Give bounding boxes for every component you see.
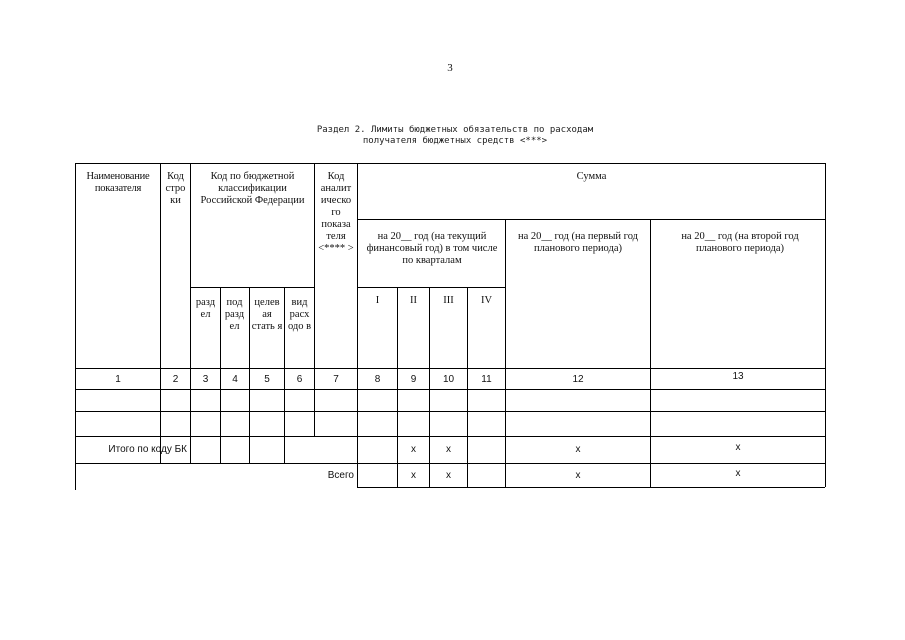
header-target-article: целев ая стать я xyxy=(251,297,283,332)
header-sum: Сумма xyxy=(576,171,607,182)
header-row-code: Код стро ки xyxy=(165,171,186,206)
header-quarter-3: III xyxy=(443,295,454,306)
budget-subheader-line xyxy=(190,287,314,288)
grand-total-q2: x xyxy=(411,470,416,481)
total-by-code-year-second: x xyxy=(735,442,741,453)
column-number-9: 9 xyxy=(410,374,417,385)
col-border-8 xyxy=(397,287,398,487)
header-bottom-line xyxy=(75,368,825,369)
col-border-10 xyxy=(467,287,468,487)
section-caption xyxy=(250,125,660,147)
column-number-3: 3 xyxy=(202,374,209,385)
total-row-bottom xyxy=(75,463,825,464)
header-year-second: на 20__ год (на второй год планового периода) xyxy=(681,231,799,254)
header-year-current: на 20__ год (на текущий финансовый год) в том числе по кварталам xyxy=(366,231,498,266)
column-number-10: 10 xyxy=(442,374,455,385)
column-number-1: 1 xyxy=(115,374,121,385)
sum-subheader-line xyxy=(357,219,825,220)
header-section: разд ел xyxy=(195,297,216,320)
header-quarter-4: IV xyxy=(480,295,493,306)
column-number-5: 5 xyxy=(264,374,270,385)
col-border-1 xyxy=(160,163,161,463)
numbers-row-bottom xyxy=(75,389,825,390)
total-by-code-q2: x xyxy=(411,444,416,455)
column-number-13: 13 xyxy=(732,371,744,382)
col-border-7 xyxy=(357,163,358,487)
column-number-2: 2 xyxy=(172,374,179,385)
col-border-6 xyxy=(314,163,315,436)
column-number-6: 6 xyxy=(296,374,303,385)
header-expense-type: вид расх одо в xyxy=(287,297,312,332)
column-number-4: 4 xyxy=(232,374,238,385)
header-quarter-2: II xyxy=(410,295,417,306)
grand-total-year-first: x xyxy=(575,470,581,481)
caption-line-2: получателя бюджетных средств <***> xyxy=(362,136,548,146)
column-number-11: 11 xyxy=(481,374,492,385)
header-analytic-code: Код аналит ическо го показа теля <**** > xyxy=(318,171,354,254)
quarter-subheader-line xyxy=(357,287,505,288)
column-number-8: 8 xyxy=(374,374,381,385)
grand-total-bottom xyxy=(357,487,825,488)
header-subsection: под разд ел xyxy=(224,297,245,332)
data-row-2-bottom xyxy=(75,436,825,437)
data-row-1-bottom xyxy=(75,411,825,412)
header-year-first: на 20__ год (на первый год планового периода) xyxy=(517,231,638,254)
total-by-code-q3: x xyxy=(446,444,451,455)
grand-total-year-second: x xyxy=(735,468,741,479)
caption-line-1: Раздел 2. Лимиты бюджетных обязательств по расходам xyxy=(316,125,594,135)
total-by-code-label: Итого по коду БК xyxy=(108,444,187,455)
col-border-right xyxy=(825,163,826,487)
column-number-12: 12 xyxy=(572,374,584,385)
grand-total-q3: x xyxy=(446,470,451,481)
column-number-7: 7 xyxy=(333,374,339,385)
col-border-left xyxy=(75,163,76,490)
grand-total-label: Всего xyxy=(327,470,354,481)
total-by-code-year-first: x xyxy=(575,444,581,455)
page-number: 3 xyxy=(447,62,453,74)
header-budget-code: Код по бюджетной классификации Российской Федерации xyxy=(200,171,305,206)
table-border-top xyxy=(75,163,825,164)
header-quarter-1: I xyxy=(375,295,380,306)
header-name: Наименование показателя xyxy=(86,171,150,194)
col-border-2 xyxy=(190,163,191,463)
col-border-9 xyxy=(429,287,430,487)
